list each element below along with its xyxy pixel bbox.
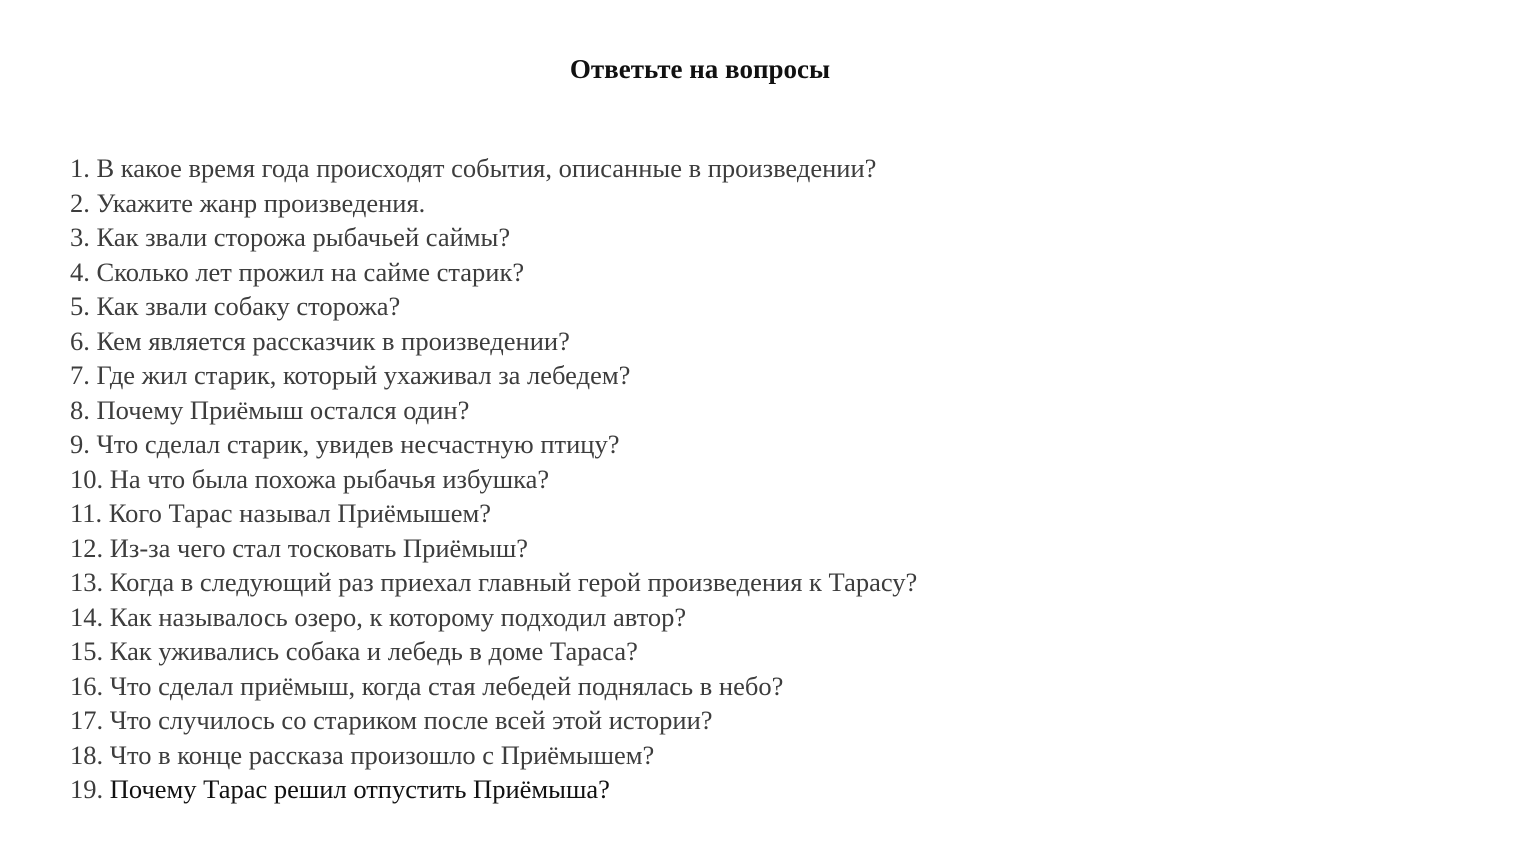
question-item [70, 600, 917, 635]
question-item [70, 565, 917, 600]
question-number: 11. [70, 498, 103, 528]
question-text: Что сделал приёмыш, когда стая лебедей поднялась в небо? [109, 670, 784, 701]
question-number: 14. [70, 601, 104, 632]
page-title: Ответьте на вопросы [569, 54, 831, 84]
question-item [70, 289, 917, 324]
question-item [70, 186, 917, 221]
question-number: 18. [70, 739, 104, 770]
question-text: Почему Приёмыш остался один? [96, 394, 470, 425]
question-item [70, 669, 917, 704]
question-number: 4. [70, 256, 90, 287]
question-item [70, 393, 917, 428]
question-number: 19. [70, 774, 104, 804]
question-item [70, 255, 917, 290]
question-text: Как называлось озеро, к которому подходил автор? [109, 601, 687, 632]
question-item [70, 358, 917, 393]
question-text: Укажите жанр произведения. [96, 187, 426, 218]
question-item [70, 220, 917, 255]
question-list [70, 151, 917, 807]
question-item [70, 324, 917, 359]
question-text: Что в конце рассказа произошло с Приёмышем? [109, 739, 655, 770]
question-number: 5. [70, 291, 90, 321]
question-number: 3. [70, 222, 90, 252]
question-text: Что случилось со стариком после всей этой истории? [109, 705, 713, 735]
question-text: Сколько лет прожил на сайме старик? [96, 256, 525, 287]
question-number: 6. [70, 325, 90, 356]
question-text: Где жил старик, который ухаживал за лебедем? [96, 360, 631, 390]
question-text: Как уживались собака и лебедь в доме Тараса? [109, 636, 638, 666]
question-text: Кем является рассказчик в произведении? [96, 325, 570, 356]
question-number: 16. [70, 670, 104, 701]
question-text: Когда в следующий раз приехал главный герой произведения к Тарасу? [109, 567, 918, 597]
question-number: 10. [70, 463, 104, 494]
question-item [70, 738, 917, 773]
question-text: Что сделал старик, увидев несчастную птицу? [96, 429, 620, 459]
question-item [70, 703, 917, 738]
question-text: Кого Тарас называл Приёмышем? [108, 498, 491, 528]
question-number: 17. [70, 705, 104, 735]
question-item [70, 496, 917, 531]
question-text: Из-за чего стал тосковать Приёмыш? [109, 532, 529, 563]
question-item [70, 462, 917, 497]
question-number: 15. [70, 636, 104, 666]
question-text: Как звали сторожа рыбачьей саймы? [96, 222, 511, 252]
question-number: 1. [70, 153, 90, 183]
question-number: 12. [70, 532, 104, 563]
question-number: 13. [70, 567, 104, 597]
question-text: В какое время года происходят события, описанные в произведении? [96, 153, 877, 183]
question-item [70, 772, 917, 807]
question-number: 7. [70, 360, 90, 390]
question-number: 8. [70, 394, 90, 425]
question-text: Почему Тарас решил отпустить Приёмыша? [109, 774, 610, 804]
question-item [70, 151, 917, 186]
question-text: Как звали собаку сторожа? [96, 291, 401, 321]
question-item [70, 427, 917, 462]
question-number: 2. [70, 187, 90, 218]
question-item [70, 634, 917, 669]
question-text: На что была похожа рыбачья избушка? [109, 463, 550, 494]
question-item [70, 531, 917, 566]
question-number: 9. [70, 429, 90, 459]
